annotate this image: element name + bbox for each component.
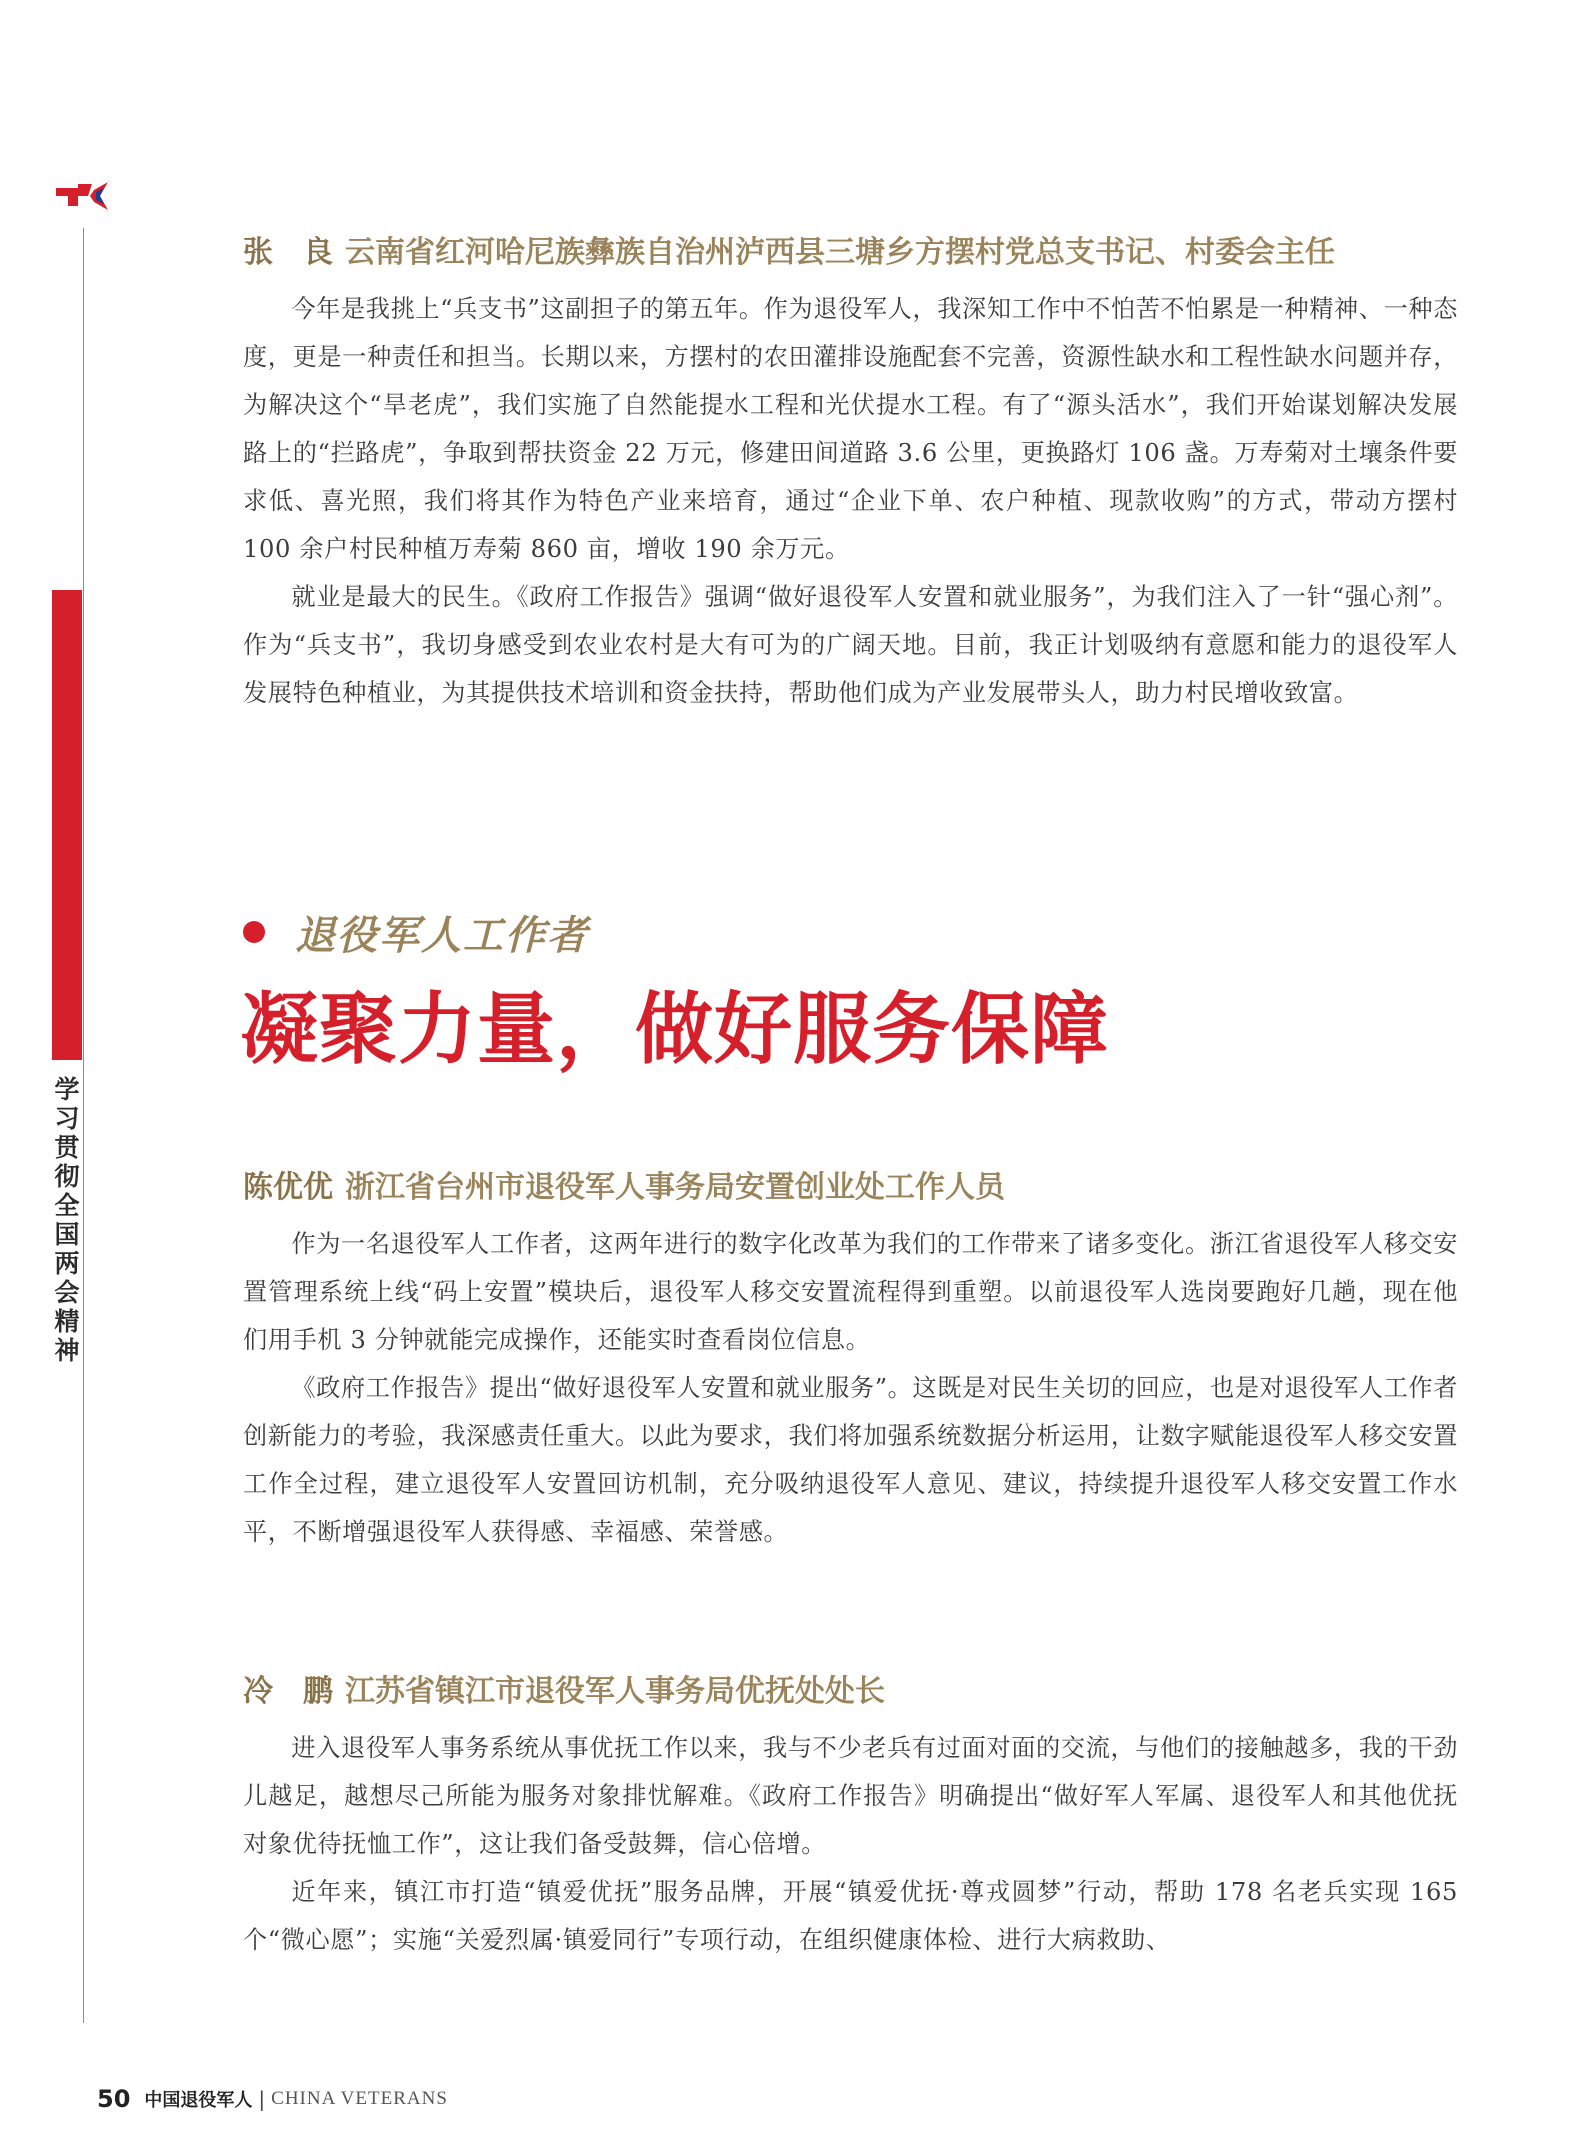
footer-separator: | — [258, 2087, 266, 2111]
magazine-name: 中国退役军人 — [144, 2090, 253, 2111]
interviewee-name: 陈优优 — [243, 1170, 333, 1205]
paragraph: 进入退役军人事务系统从事优抚工作以来，我与不少老兵有过面对面的交流，与他们的接触越多，我的干劲儿越足，越想尽己所能为服务对象排忧解难。《政府工作报告》明确提出“做好军人军属、退役军人和其他优抚对象优待抚恤工作”，这让我们备受鼓舞，信心倍增。 — [243, 1734, 1458, 1858]
column-label: 学习贯彻全国两会精神 — [54, 1075, 80, 1365]
page-footer — [97, 2085, 448, 2113]
paragraph: 就业是最大的民生。《政府工作报告》强调“做好退役军人安置和就业服务”，为我们注入了一针“强心剂”。作为“兵支书”，我切身感受到农业农村是大有可为的广阔天地。目前，我正计划吸纳有意愿和能力的退役军人发展特色种植业，为其提供技术培训和资金扶持，帮助他们成为产业发展带头人，助力村民增收致富。 — [243, 583, 1458, 707]
interviewee-title: 浙江省台州市退役军人事务局安置创业处工作人员 — [345, 1170, 1005, 1205]
interview-chen-youyou — [243, 1168, 1458, 1556]
section-label — [243, 907, 589, 957]
magazine-logo-icon — [54, 180, 110, 212]
section-title: 凝聚力量，做好服务保障 — [240, 984, 1110, 1075]
interview-zhang-liang — [243, 233, 1458, 717]
paragraph: 《政府工作报告》提出“做好退役军人安置和就业服务”。这既是对民生关切的回应，也是对退役军人工作者创新能力的考验，我深感责任重大。以此为要求，我们将加强系统数据分析运用，让数字赋能退役军人移交安置工作全过程，建立退役军人安置回访机制，充分吸纳退役军人意见、建议，持续提升退役军人移交安置工作水平，不断增强退役军人获得感、幸福感、荣誉感。 — [243, 1374, 1458, 1546]
interviewee-header — [243, 1672, 1458, 1712]
bullet-dot-icon — [243, 921, 265, 943]
side-rule — [83, 228, 84, 2023]
section-label-text: 退役军人工作者 — [295, 912, 589, 959]
page-number: 50 — [97, 2085, 131, 2113]
interviewee-name: 张 良 — [243, 235, 333, 270]
paragraph: 近年来，镇江市打造“镇爱优抚”服务品牌，开展“镇爱优抚·尊戎圆梦”行动，帮助 178 名老兵实现 165 个“微心愿”；实施“关爱烈属·镇爱同行”专项行动，在组织健康体检、进行大病救助、 — [243, 1878, 1458, 1954]
interviewee-header — [243, 1168, 1458, 1208]
interviewee-title: 江苏省镇江市退役军人事务局优抚处处长 — [345, 1674, 885, 1709]
interviewee-name: 冷 鹏 — [243, 1674, 333, 1709]
interview-leng-peng — [243, 1672, 1458, 1964]
side-red-bar — [52, 590, 82, 1060]
article-body — [243, 1724, 1458, 1964]
magazine-name-en: CHINA VETERANS — [271, 2088, 448, 2109]
interviewee-title: 云南省红河哈尼族彝族自治州泸西县三塘乡方摆村党总支书记、村委会主任 — [345, 235, 1335, 270]
article-body — [243, 285, 1458, 717]
interviewee-header — [243, 233, 1458, 273]
paragraph: 今年是我挑上“兵支书”这副担子的第五年。作为退役军人，我深知工作中不怕苦不怕累是一种精神、一种态度，更是一种责任和担当。长期以来，方摆村的农田灌排设施配套不完善，资源性缺水和工程性缺水问题并存，为解决这个“旱老虎”，我们实施了自然能提水工程和光伏提水工程。有了“源头活水”，我们开始谋划解决发展路上的“拦路虎”，争取到帮扶资金 22 万元，修建田间道路 3.6 公里，更换路灯 106 盏。万寿菊对土壤条件要求低、喜光照，我们将其作为特色产业来培育，通过“企业下单、农户种植、现款收购”的方式，带动方摆村 100 余户村民种植万寿菊 860 亩，增收 190 余万元。 — [243, 295, 1458, 563]
article-body — [243, 1220, 1458, 1556]
paragraph: 作为一名退役军人工作者，这两年进行的数字化改革为我们的工作带来了诸多变化。浙江省退役军人移交安置管理系统上线“码上安置”模块后，退役军人移交安置流程得到重塑。以前退役军人选岗要跑好几趟，现在他们用手机 3 分钟就能完成操作，还能实时查看岗位信息。 — [243, 1230, 1458, 1354]
